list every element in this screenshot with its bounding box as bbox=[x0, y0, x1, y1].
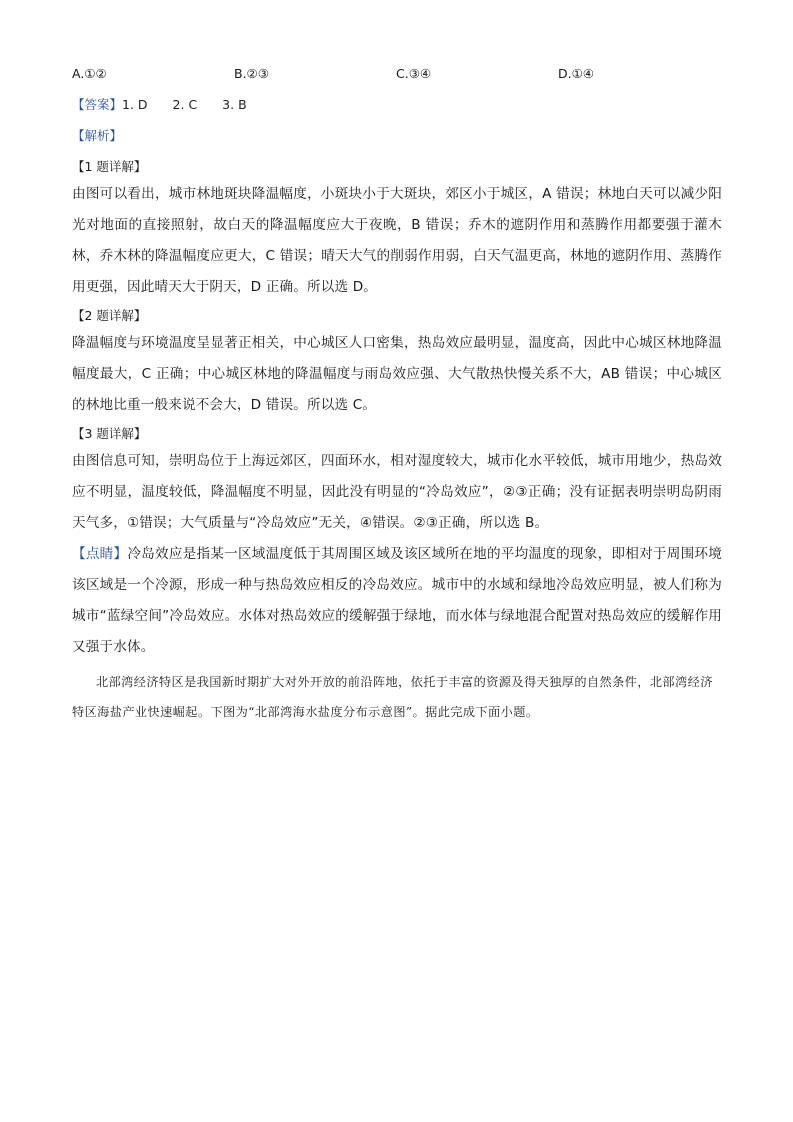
option-b: B.②③ bbox=[234, 66, 269, 81]
answer-line bbox=[72, 93, 722, 117]
q2-heading bbox=[72, 304, 722, 328]
q3-explanation: 由图信息可知，崇明岛位于上海远郊区，四面环水，相对湿度较大，城市化水平较低，城市用地少，热岛效应不明显，温度较低，降温幅度不明显，因此没有明显的“冷岛效应”，②③正确；没有证据表明崇明岛阴雨天气多，①错误；大气质量与“冷岛效应”无关，④错误。②③正确，所以选 B。 bbox=[72, 453, 722, 531]
q1-tag: 【1 题详解】 bbox=[72, 159, 147, 174]
tip-paragraph bbox=[72, 539, 722, 663]
answer-tag: 【答案】 bbox=[72, 97, 123, 112]
q2-tag: 【2 题详解】 bbox=[72, 308, 147, 323]
tip-text: 冷岛效应是指某一区域温度低于其周围区域及该区域所在地的平均温度的现象，即相对于周围环境该区域是一个冷源，形成一种与热岛效应相反的冷岛效应。城市中的水域和绿地冷岛效应明显，被人们称为城市“蓝绿空间”冷岛效应。水体对热岛效应的缓解强于绿地，而水体与绿地混合配置对热岛效应的缓解作用又强于水体。 bbox=[72, 546, 722, 655]
q1-heading bbox=[72, 155, 722, 179]
q2-explanation: 降温幅度与环境温度呈显著正相关，中心城区人口密集，热岛效应最明显，温度高，因此中心城区林地降温幅度最大，C 正确；中心城区林地的降温幅度与雨岛效应强、大气散热快慢关系不大，AB 错误；中心城区的林地比重一般来说不会大，D 错误。所以选 C。 bbox=[72, 335, 722, 413]
tip-tag: 【点睛】 bbox=[72, 546, 128, 562]
option-d: D.①④ bbox=[558, 66, 595, 81]
q3-tag: 【3 题详解】 bbox=[72, 426, 147, 441]
analysis-tag: 【解析】 bbox=[72, 128, 123, 143]
option-c: C.③④ bbox=[396, 66, 432, 81]
option-a: A.①② bbox=[72, 66, 107, 81]
q1-explanation: 由图可以看出，城市林地斑块降温幅度，小斑块小于大斑块，郊区小于城区，A 错误；林地白天可以减少阳光对地面的直接照射，故白天的降温幅度应大于夜晚，B 错误；乔木的遮阴作用和蒸腾作用都要强于灌木林，乔木林的降温幅度应更大，C 错误；晴天大气的削弱作用弱，白天气温更高，林地的遮阴作用、蒸腾作用更强，因此晴天大于阴天，D 正确。所以选 D。 bbox=[72, 186, 722, 295]
document-page bbox=[72, 62, 722, 727]
analysis-line bbox=[72, 124, 722, 148]
material-paragraph: 北部湾经济特区是我国新时期扩大对外开放的前沿阵地，依托于丰富的资源及得天独厚的自然条件，北部湾经济特区海盐产业快速崛起。下图为“北部湾海水盐度分布示意图”。据此完成下面小题。 bbox=[72, 675, 713, 719]
answer-options bbox=[72, 62, 722, 86]
answer-text: 1. D 2. C 3. B bbox=[122, 97, 247, 112]
q3-heading bbox=[72, 422, 722, 446]
